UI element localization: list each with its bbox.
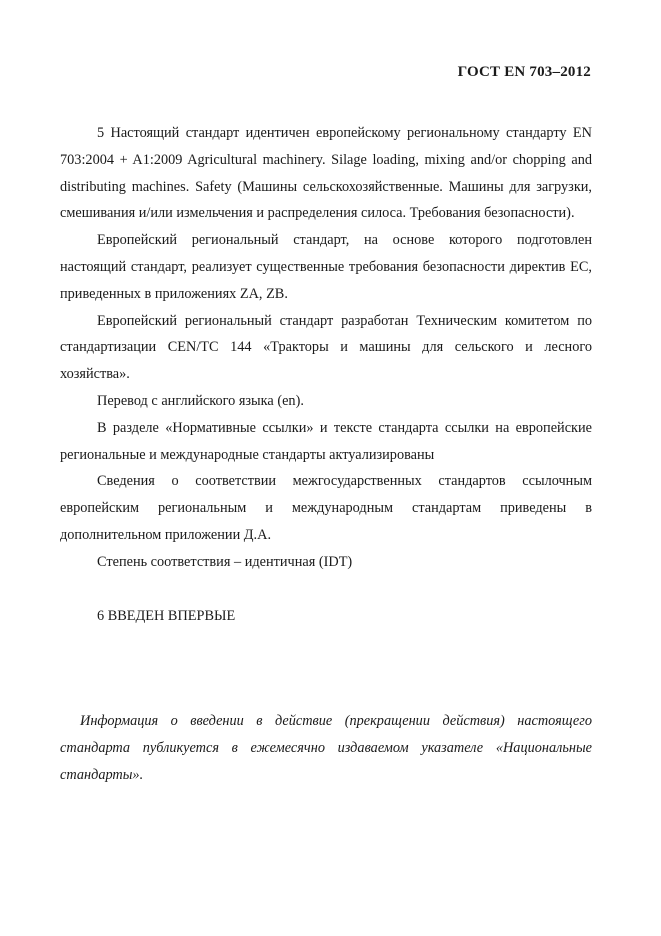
- spacer: [60, 576, 592, 603]
- paragraph-safety-requirements: Европейский региональный стандарт, на основе которого подготовлен настоящий стандарт, реализует существенные требования безопасности директив ЕС, приведенных в приложениях ZA, ZB.: [60, 232, 592, 302]
- section-6-heading: 6 ВВЕДЕН ВПЕРВЫЕ: [97, 607, 236, 624]
- publication-note-text: Информация о введении в действие (прекращении действия) настоящего стандарта публикуется в ежемесячно издаваемом указателе «Национальные стандарты».: [60, 713, 592, 783]
- paragraph-conformity-degree: Степень соответствия – идентичная (IDT): [97, 553, 353, 570]
- paragraph-translation: Перевод с английского языка (en).: [97, 392, 304, 409]
- paragraph-appendix-info: Сведения о соответствии межгосударственных стандартов ссылочным европейским региональным и международным стандартам приведены в дополнительном приложении Д.А.: [60, 473, 592, 543]
- document-number: ГОСТ EN 703–2012: [457, 64, 591, 80]
- paragraph-standard-identity: 5 Настоящий стандарт идентичен европейскому региональному стандарту EN 703:2004 + A1:2009 Agricultural machinery. Silage loading, mixing and/or chopping and distributing machines. Safety (Машины сельскохозяйственные. Машины для загрузки, смешивания и/или измельчения и распределения силоса. Требования безопасности).: [60, 125, 592, 222]
- paragraph-technical-committee: Европейский региональный стандарт разработан Техническим комитетом по стандартизации CEN/TC 144 «Тракторы и машины для сельского и лесного хозяйства».: [60, 312, 592, 383]
- publication-note: [60, 708, 592, 788]
- document-body: [60, 120, 592, 629]
- paragraph-normative-references: В разделе «Нормативные ссылки» и тексте стандарта ссылки на европейские региональные и международные стандарты актуализированы: [60, 419, 592, 463]
